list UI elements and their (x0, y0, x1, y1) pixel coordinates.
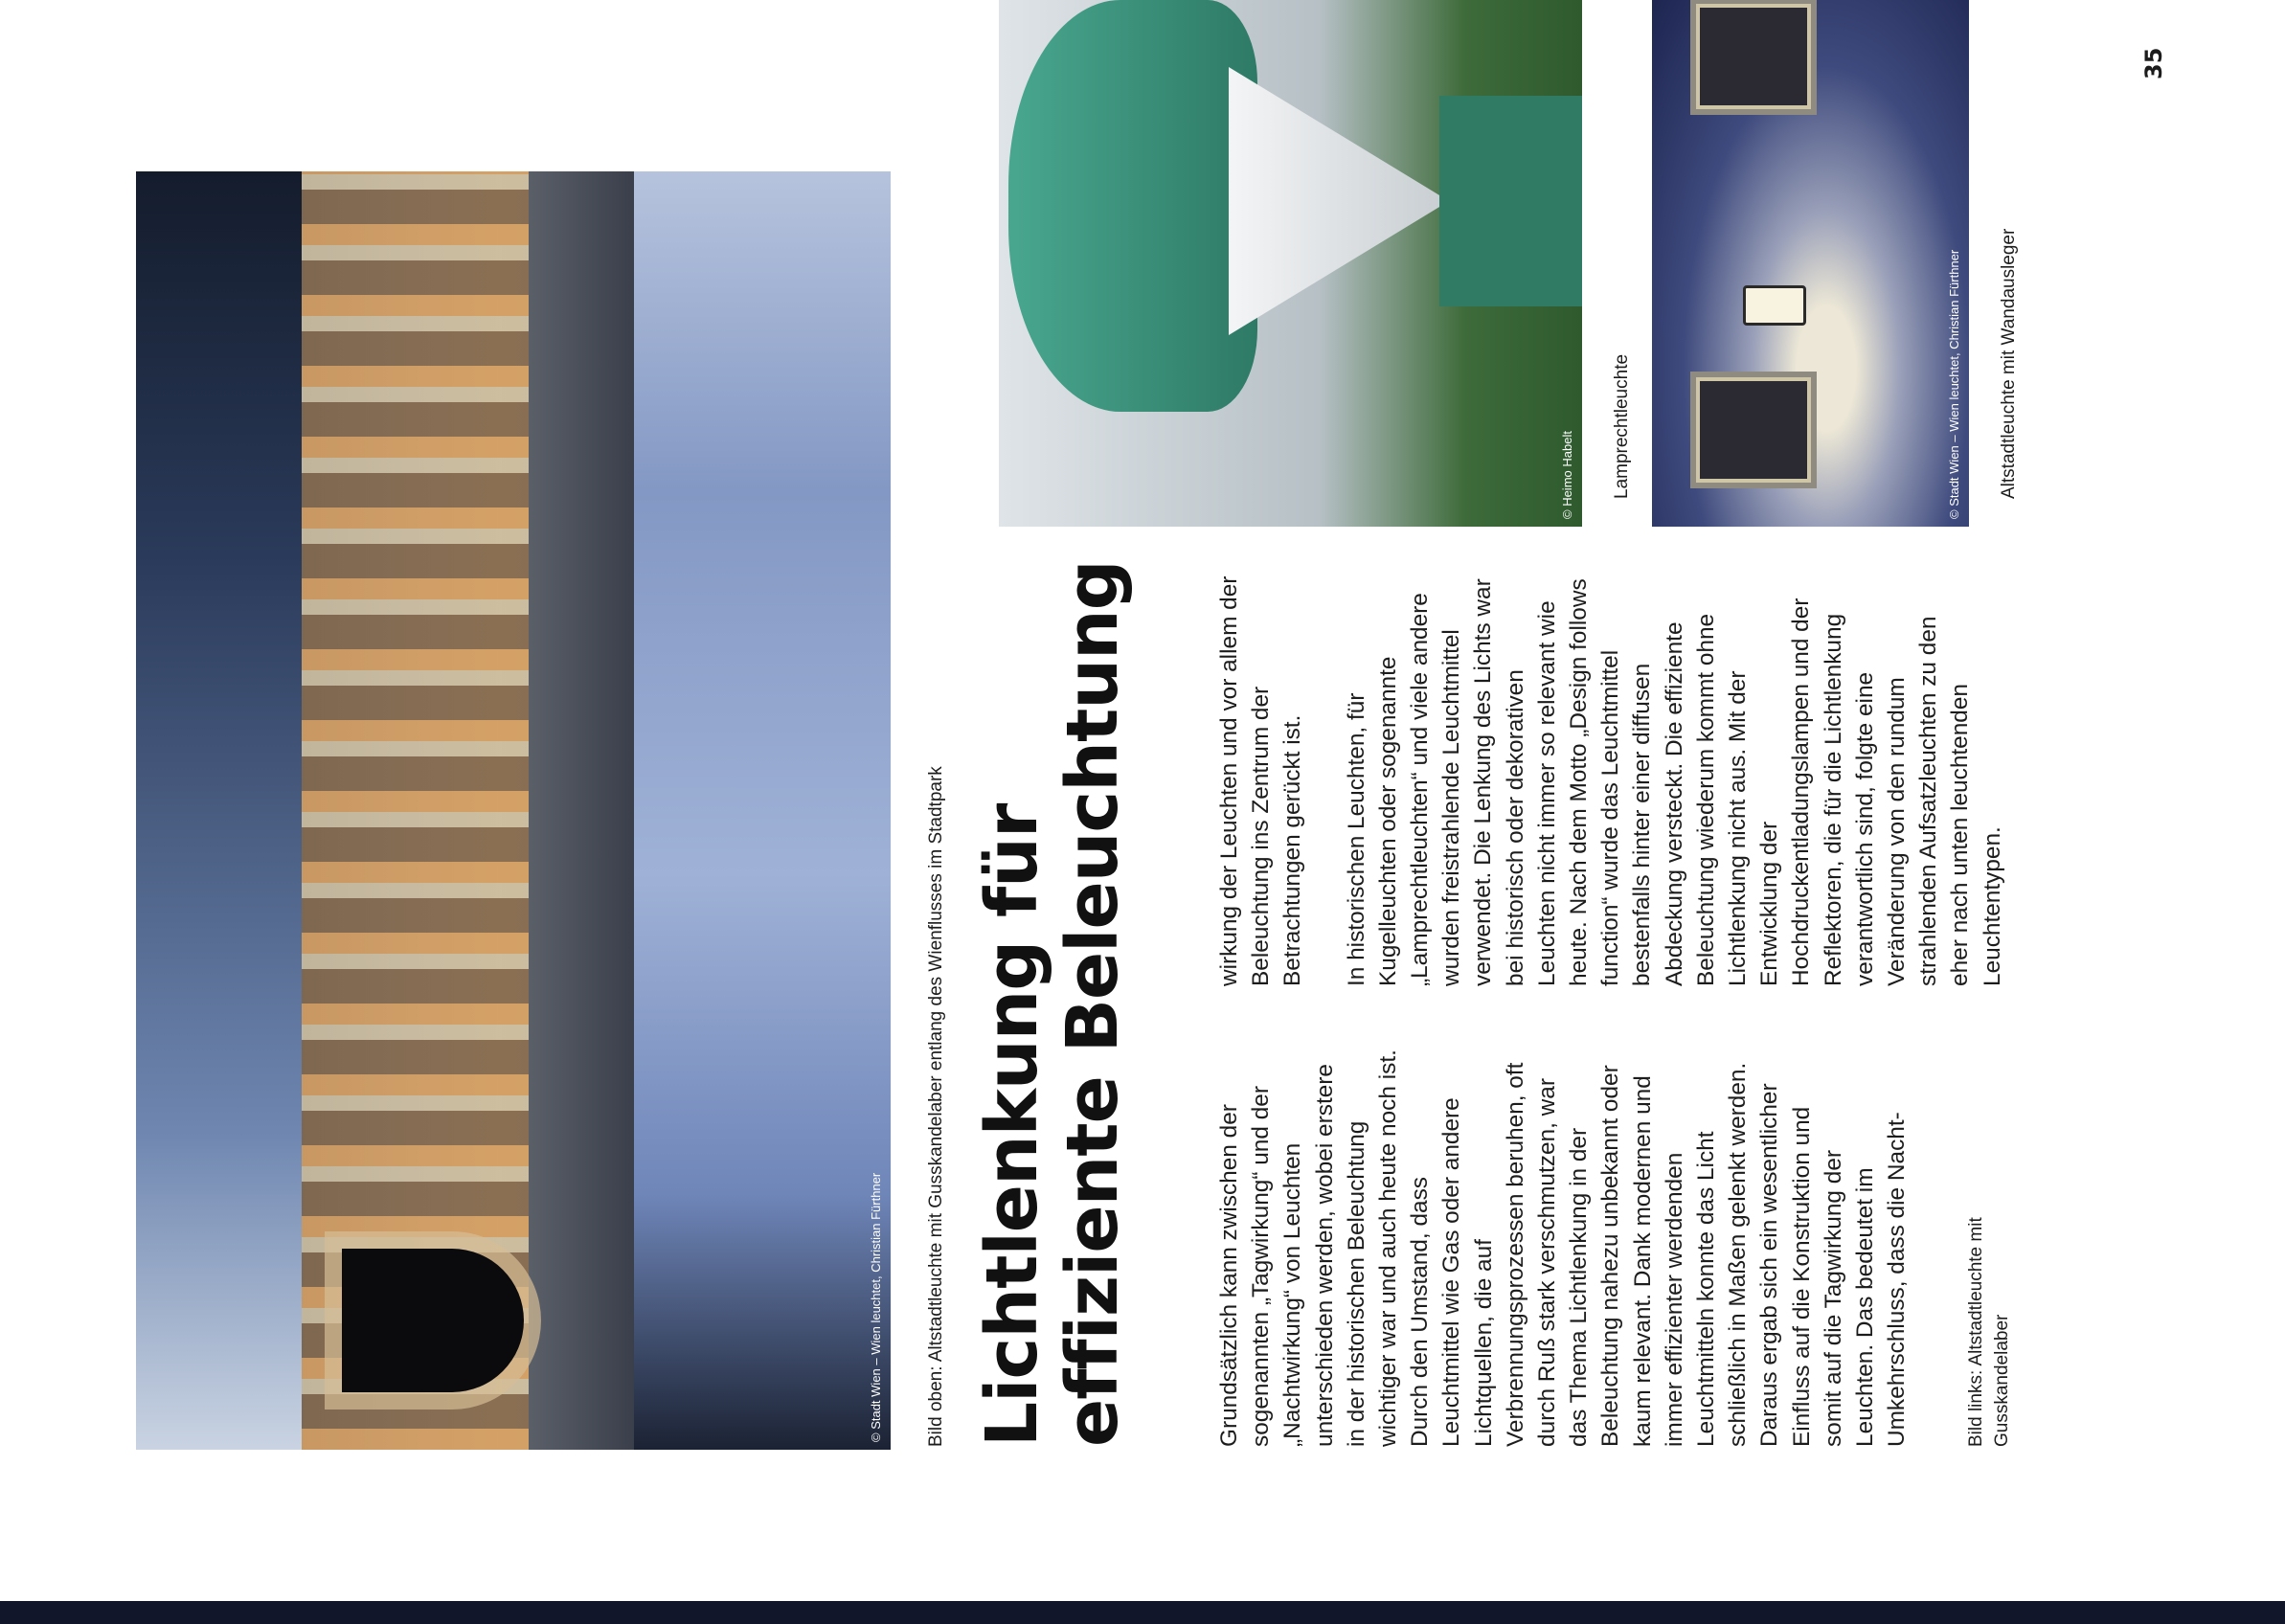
adjacent-page-edge (0, 1601, 2285, 1624)
headline-line-1: Lichtlenkung für (971, 803, 1053, 1447)
body-paragraph: In historischen Leuchten, für Kugelleuchten oder sogenannte „Lamprechtleuchten“ und viele andere wurden freistrahlende Leuchtmittel verwendet. Die Lenkung des Lichts war bei historisch oder dekorativen Leuchten nicht immer so relevant wie heute. Nach dem Motto „Design follows function“ wurde das Leuchtmittel bestenfalls hinter einer diffusen Abdeckung versteckt. Die effiziente Beleuchtung wiederum kommt ohne Lichtlenkung nicht aus. Mit der Entwicklung der Hochdruckentladungslampen und der Reflektoren, die für die Lichtlenkung verantwortlich sind, folgte eine Veränderung von den rundum strahlenden Aufsatzleuchten zu den eher nach unten leuchtenden Leuchtentypen. (1343, 578, 2005, 986)
body-paragraph: Grundsätzlich kann zwischen der sogenannten „Tagwirkung“ und der „Nachtwirkung“ von Leuchten unterschieden werden, wobei erstere in der historischen Beleuchtung wichtiger war und auch heute noch ist. Durch den Umstand, dass Leuchtmittel wie Gas oder andere Lichtquellen, die auf Verbrennungsprozessen beruhen, oft durch Ruß stark verschmutzen, war das Thema Lichtlenkung in der Beleuchtung nahezu unbekannt oder kaum relevant. Dank modernen und immer effizienter werdenden Leuchtmitteln konnte das Licht schließlich in Maßen gelenkt werden. Daraus ergab sich ein wesentlicher Einfluss auf die Konstruktion und somit auf die Tagwirkung der Leuchten. Das bedeutet im Umkehrschluss, dass die Nacht- (1216, 1049, 1911, 1447)
wall-photo-credit: © Stadt Wien – Wien leuchtet, Christian Fürthner (1947, 249, 1961, 519)
wandausleger-photo (1652, 0, 1969, 527)
wienfluss-photo (136, 171, 891, 1450)
wall-photo-caption: Altstadtleuchte mit Wandausleger (1999, 228, 2019, 499)
lamprechtleuchte-photo (999, 0, 1582, 527)
page-number: 35 (2140, 47, 2167, 79)
main-photo-credit: © Stadt Wien – Wien leuchtet, Christian Fürthner (869, 1172, 883, 1442)
headline-line-2: effiziente Beleuchtung (1052, 560, 1134, 1447)
body-column-1 (1213, 1049, 1944, 1447)
left-photo-caption: Bild links: Altstadtleuchte mit Gusskandelaber (1966, 1217, 2012, 1447)
main-photo-caption: Bild oben: Altstadtleuchte mit Gusskandelaber entlang des Wienflusses im Stadtpark (926, 766, 946, 1447)
body-column-2 (1213, 569, 2040, 986)
body-paragraph: wirkung der Leuchten und vor allem der Beleuchtung ins Zentrum der Betrachtungen gerückt ist. (1216, 575, 1306, 986)
page-title (972, 374, 1133, 1447)
lantern-icon (1743, 285, 1806, 326)
lamp-photo-credit: © Heimo Habelt (1560, 431, 1574, 519)
lamp-photo-caption: Lamprechtleuchte (1612, 353, 1632, 499)
